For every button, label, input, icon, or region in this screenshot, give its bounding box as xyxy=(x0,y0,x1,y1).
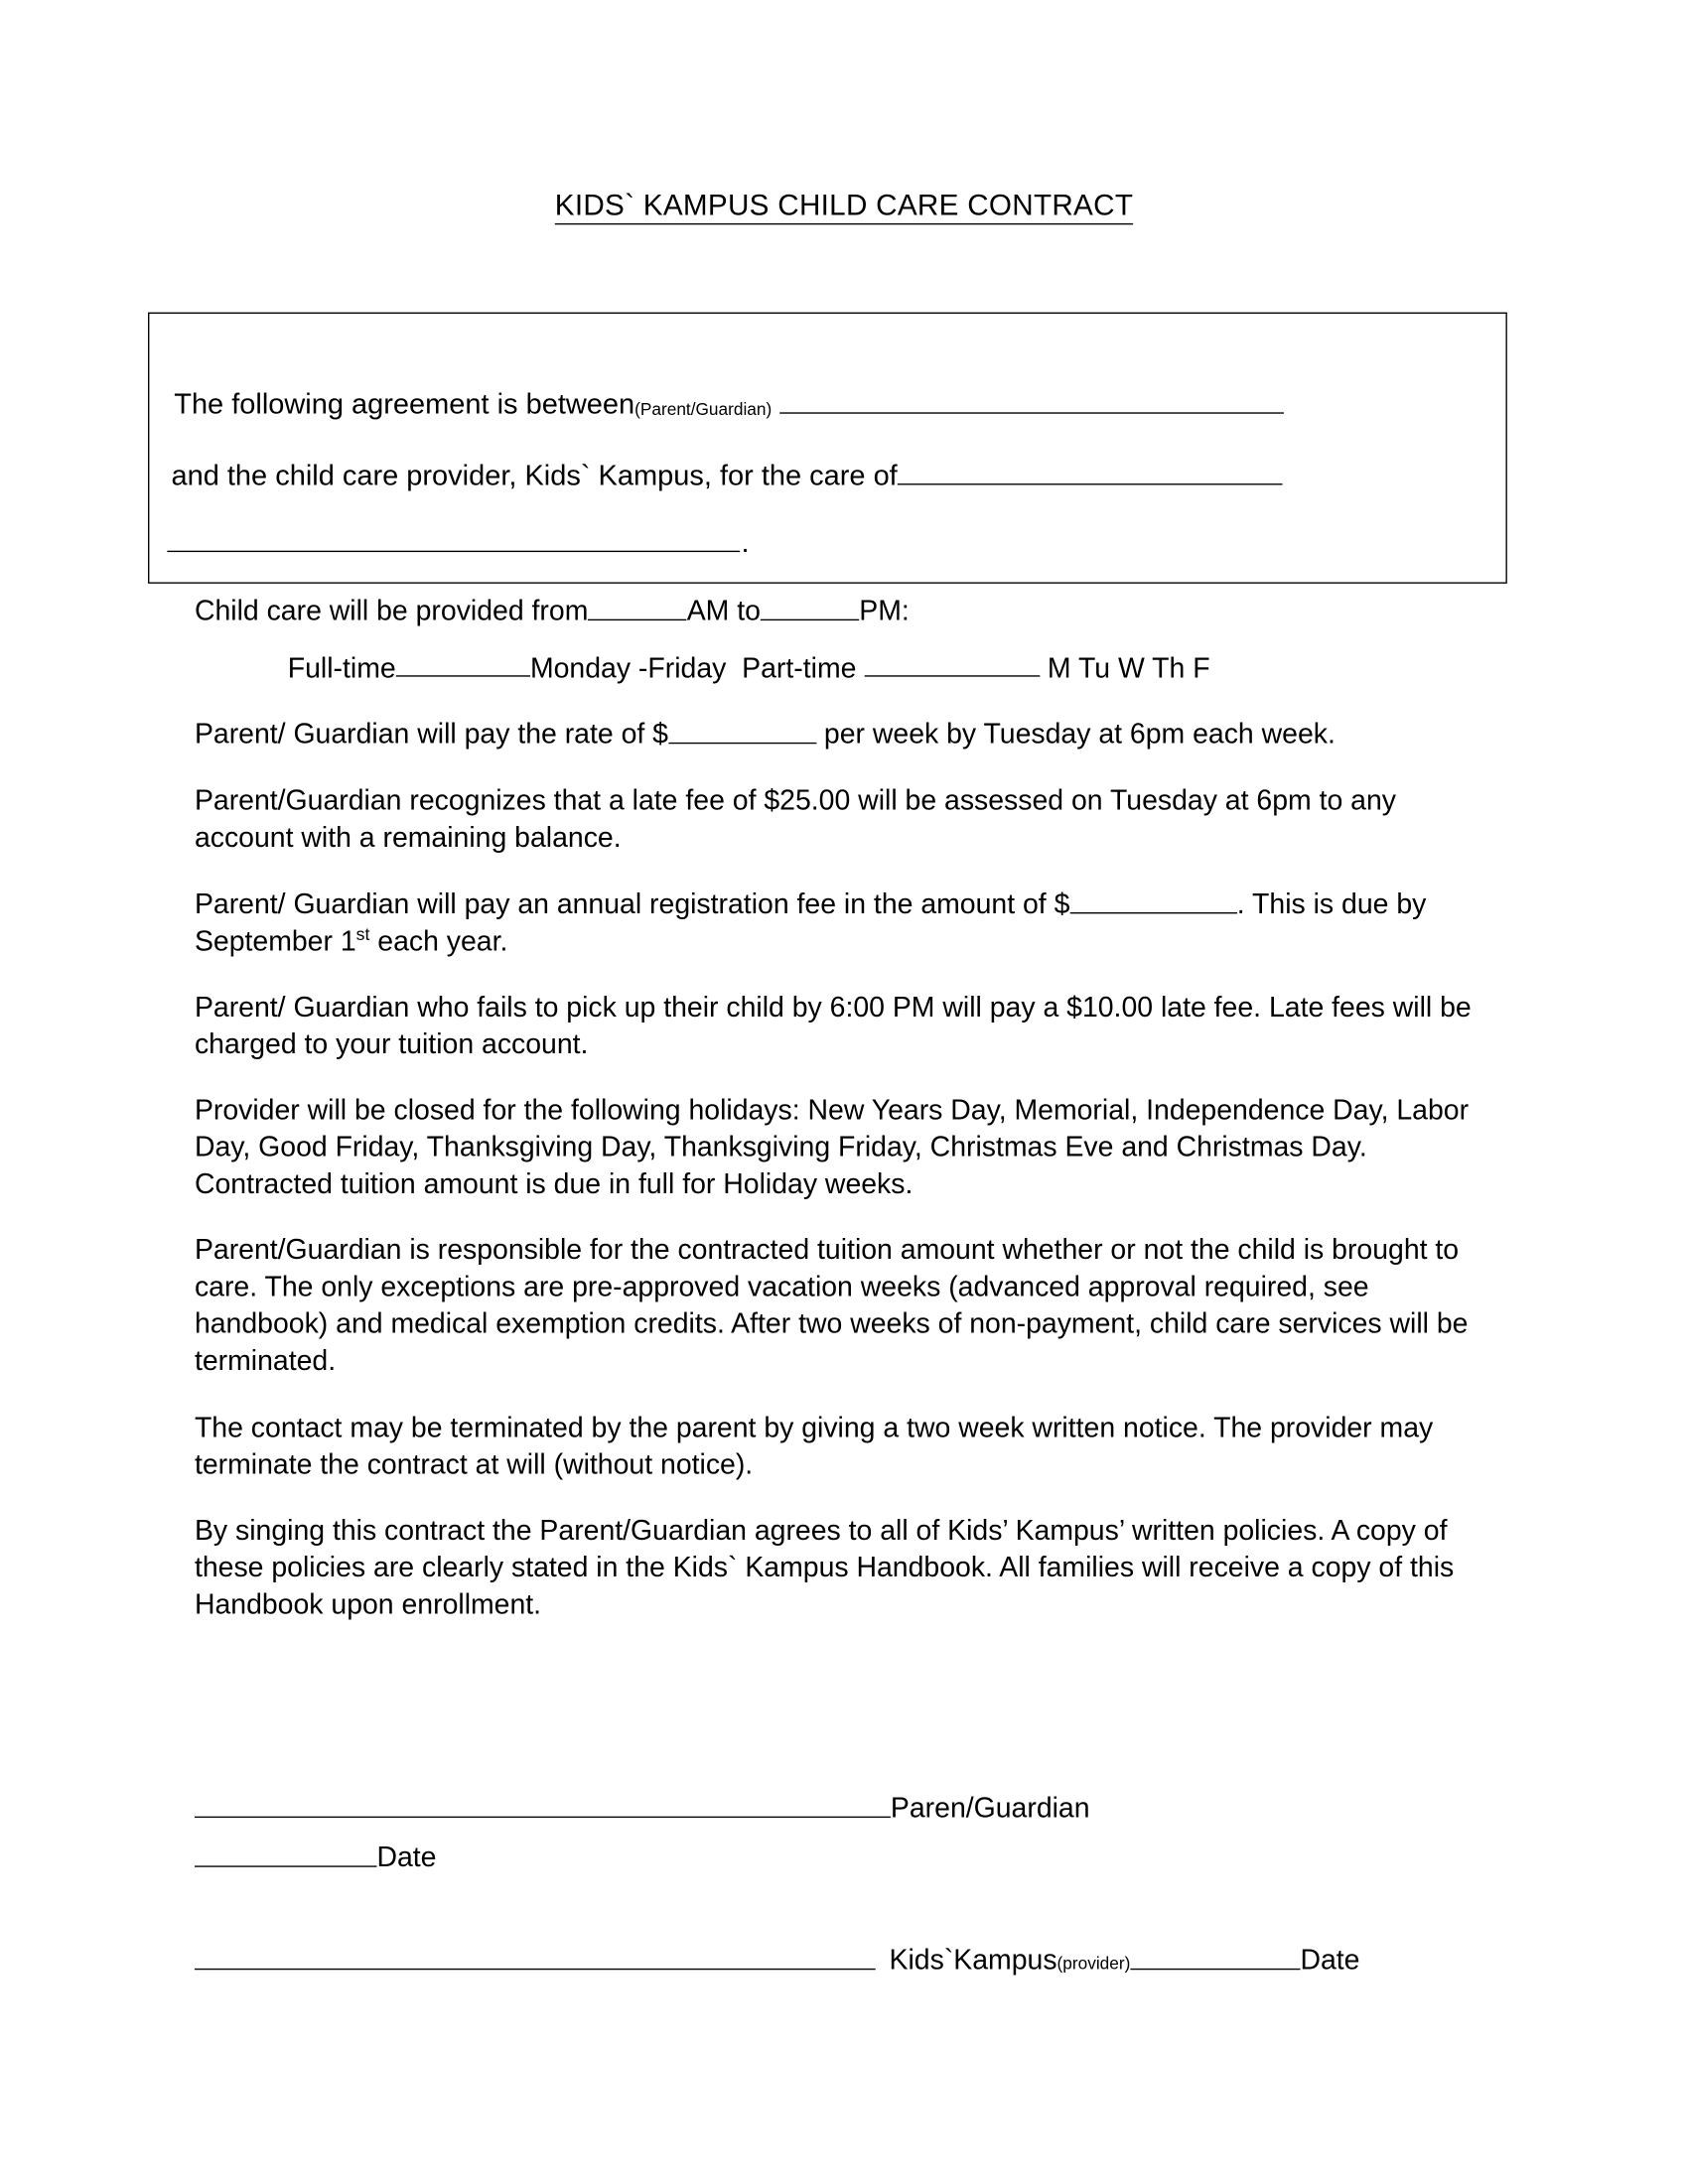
page-title-text: KIDS` KAMPUS CHILD CARE CONTRACT xyxy=(555,189,1133,224)
ordinal-suffix: st xyxy=(355,922,370,944)
weekly-rate-blank[interactable] xyxy=(668,716,816,744)
agreement-line2-text: and the child care provider, Kids` Kampus, for the care of xyxy=(171,460,898,492)
schedule-am-label: AM to xyxy=(686,595,761,627)
parent-signature-label: Paren/Guardian xyxy=(890,1792,1090,1825)
fulltime-days: Monday -Friday xyxy=(529,652,727,684)
tuition-responsibility-paragraph: Parent/Guardian is responsible for the contracted tuition amount whether or not the child is brought to care. The only exceptions are pre-approved vacation weeks (advanced approval required, see handbook) and medical exemption credits. After two weeks of non-payment, child care services will be terminated. xyxy=(194,1234,1469,1378)
registration-mid: . This is due by September 1 xyxy=(194,888,1427,958)
provider-signature-row xyxy=(195,1940,1510,1978)
provider-note: (provider) xyxy=(1056,1954,1131,1974)
care-of-blank[interactable] xyxy=(898,456,1283,484)
page-title xyxy=(0,189,1688,222)
parent-date-label: Date xyxy=(376,1842,437,1874)
parent-date-line[interactable] xyxy=(195,1838,377,1867)
fulltime-blank[interactable] xyxy=(396,649,530,677)
registration-suffix: each year. xyxy=(369,925,508,958)
pickup-late-paragraph: Parent/ Guardian who fails to pick up their child by 6:00 PM will pay a $10.00 late fee. Late fees will be charged to your tuition account. xyxy=(194,991,1472,1060)
holidays-paragraph: Provider will be closed for the following holidays: New Years Day, Memorial, Independence Day, Labor Day, Good Friday, Thanksgiving Day, Thanksgiving Friday, Christmas Eve and Christmas Day. Contracted tuition amount is due in full for Holiday weeks. xyxy=(194,1094,1470,1200)
provider-date-line[interactable] xyxy=(1130,1940,1300,1970)
agreement-line1-note: (Parent/Guardian) xyxy=(634,399,773,420)
rate-paragraph xyxy=(195,716,1482,753)
document-body xyxy=(195,592,1482,1623)
start-time-blank[interactable] xyxy=(588,592,686,619)
agreement-line-provider xyxy=(171,456,1283,492)
late-fee-paragraph: Parent/Guardian recognizes that a late fee of $25.00 will be assessed on Tuesday at 6pm to any account with a remaining balance. xyxy=(194,784,1397,854)
registration-fee-blank[interactable] xyxy=(1069,886,1236,913)
parent-signature-line[interactable] xyxy=(195,1788,891,1818)
agreement-line3-period: . xyxy=(741,527,750,559)
child-name-blank[interactable] xyxy=(167,523,740,552)
provider-label: Kids`Kampus xyxy=(889,1944,1057,1977)
agreement-line-child xyxy=(166,523,750,560)
policies-paragraph: By singing this contract the Parent/Guardian agrees to all of Kids’ Kampus’ written policies. A copy of these policies are clearly stated in the Kids` Kampus Handbook. All families will receive a copy of this Handbook upon enrollment. xyxy=(194,1514,1455,1621)
parttime-blank[interactable] xyxy=(864,649,1040,677)
schedule-pm-label: PM: xyxy=(859,595,910,627)
parent-signature-row xyxy=(195,1788,1510,1827)
rate-prefix: Parent/ Guardian will pay the rate of $ xyxy=(194,719,668,751)
provider-date-label: Date xyxy=(1300,1944,1360,1977)
termination-paragraph: The contact may be terminated by the parent by giving a two week written notice. The provider may terminate the contract at will (without notice). xyxy=(194,1411,1434,1481)
registration-fee-paragraph xyxy=(195,886,1482,961)
registration-prefix: Parent/ Guardian will pay an annual registration fee in the amount of $ xyxy=(194,888,1070,920)
schedule-hours-prefix: Child care will be provided from xyxy=(194,595,589,627)
end-time-blank[interactable] xyxy=(761,592,859,619)
agreement-line-parent xyxy=(174,385,1285,422)
agreement-box xyxy=(148,313,1507,584)
provider-signature-line[interactable] xyxy=(195,1940,876,1970)
parent-guardian-name-blank[interactable] xyxy=(780,385,1285,414)
signature-block xyxy=(195,1788,1510,1876)
parttime-days: M Tu W Th F xyxy=(1047,652,1210,684)
fulltime-label: Full-time xyxy=(287,652,396,684)
rate-suffix: per week by Tuesday at 6pm each week. xyxy=(816,719,1336,751)
agreement-line1-text: The following agreement is between xyxy=(174,388,635,421)
schedule-type-line xyxy=(195,649,1482,687)
parttime-label: Part-time xyxy=(742,652,857,684)
parent-date-row xyxy=(195,1838,1510,1876)
schedule-hours-line xyxy=(195,592,1482,629)
